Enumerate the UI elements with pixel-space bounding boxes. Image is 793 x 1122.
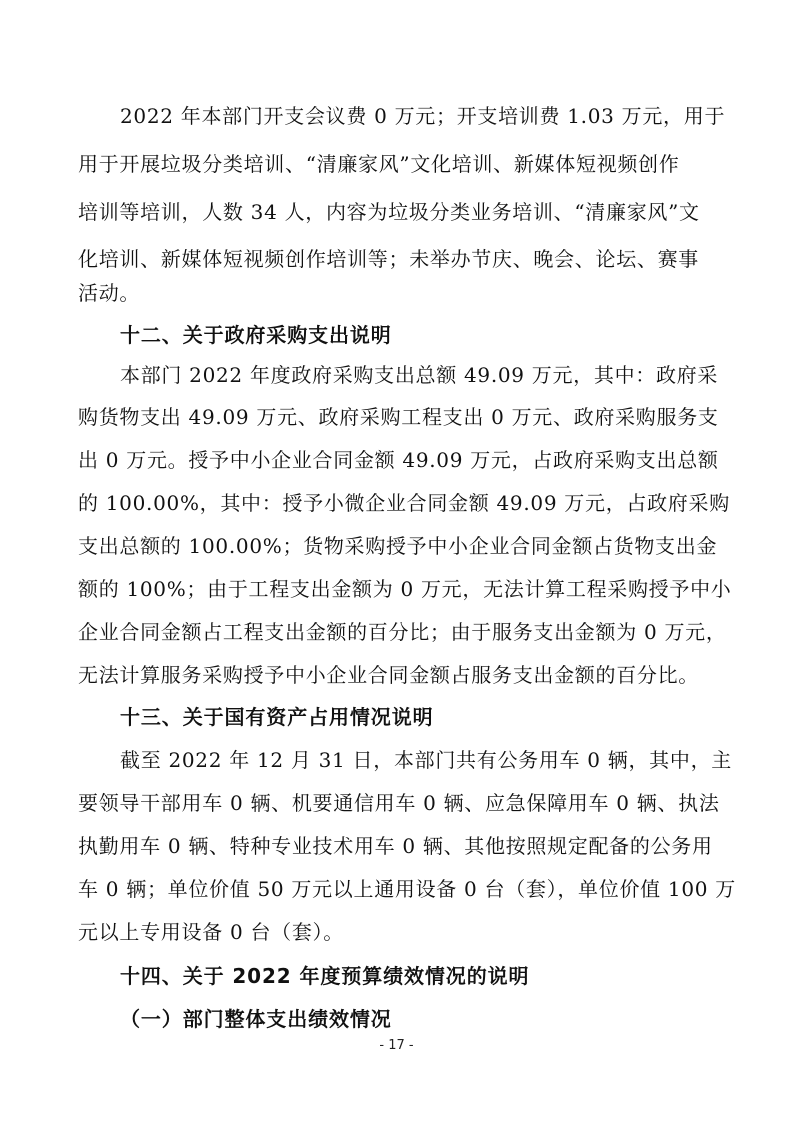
- paragraph-line: 无法计算服务采购授予中小企业合同金额占服务支出金额的百分比。: [78, 663, 699, 687]
- section-heading: 十三、关于国有资产占用情况说明: [120, 705, 434, 729]
- paragraph-line: 支出总额的 100.00%；货物采购授予中小企业合同金额占货物支出金: [78, 534, 718, 558]
- paragraph-line: 额的 100%；由于工程支出金额为 0 万元，无法计算工程采购授予中小: [78, 577, 732, 601]
- page-number: - 17 -: [379, 1038, 414, 1053]
- paragraph-line: 截至 2022 年 12 月 31 日，本部门共有公务用车 0 辆，其中，主: [120, 748, 732, 772]
- section-heading: 十四、关于 2022 年度预算绩效情况的说明: [120, 964, 530, 988]
- paragraph-line: 企业合同金额占工程支出金额的百分比；由于服务支出金额为 0 万元，: [78, 620, 727, 644]
- section-heading: 十二、关于政府采购支出说明: [120, 323, 392, 347]
- paragraph-line: 出 0 万元。授予中小企业合同金额 49.09 万元，占政府采购支出总额: [78, 448, 719, 472]
- paragraph-line: 执勤用车 0 辆、特种专业技术用车 0 辆、其他按照规定配备的公务用: [78, 834, 713, 858]
- subsection-heading: （一）部门整体支出绩效情况: [120, 1007, 392, 1031]
- paragraph-line: 要领导干部用车 0 辆、机要通信用车 0 辆、应急保障用车 0 辆、执法: [78, 791, 720, 815]
- paragraph-line: 的 100.00%，其中：授予小微企业合同金额 49.09 万元，占政府采购: [78, 491, 730, 515]
- paragraph-line: 培训等培训，人数 34 人，内容为垃圾分类业务培训、“清廉家风”文: [78, 200, 700, 224]
- paragraph-line: 2022 年本部门开支会议费 0 万元；开支培训费 1.03 万元，用于: [120, 104, 726, 128]
- paragraph-line: 用于开展垃圾分类培训、“清廉家风”文化培训、新媒体短视频创作: [78, 152, 680, 176]
- paragraph-line: 购货物支出 49.09 万元、政府采购工程支出 0 万元、政府采购服务支: [78, 405, 719, 429]
- paragraph-line: 本部门 2022 年度政府采购支出总额 49.09 万元，其中：政府采: [120, 363, 719, 387]
- paragraph-line: 元以上专用设备 0 台（套）。: [78, 920, 344, 944]
- paragraph-line: 车 0 辆；单位价值 50 万元以上通用设备 0 台（套），单位价值 100 万: [78, 877, 736, 901]
- paragraph-line: 活动。: [78, 281, 141, 305]
- paragraph-line: 化培训、新媒体短视频创作培训等；未举办节庆、晚会、论坛、赛事: [78, 247, 699, 271]
